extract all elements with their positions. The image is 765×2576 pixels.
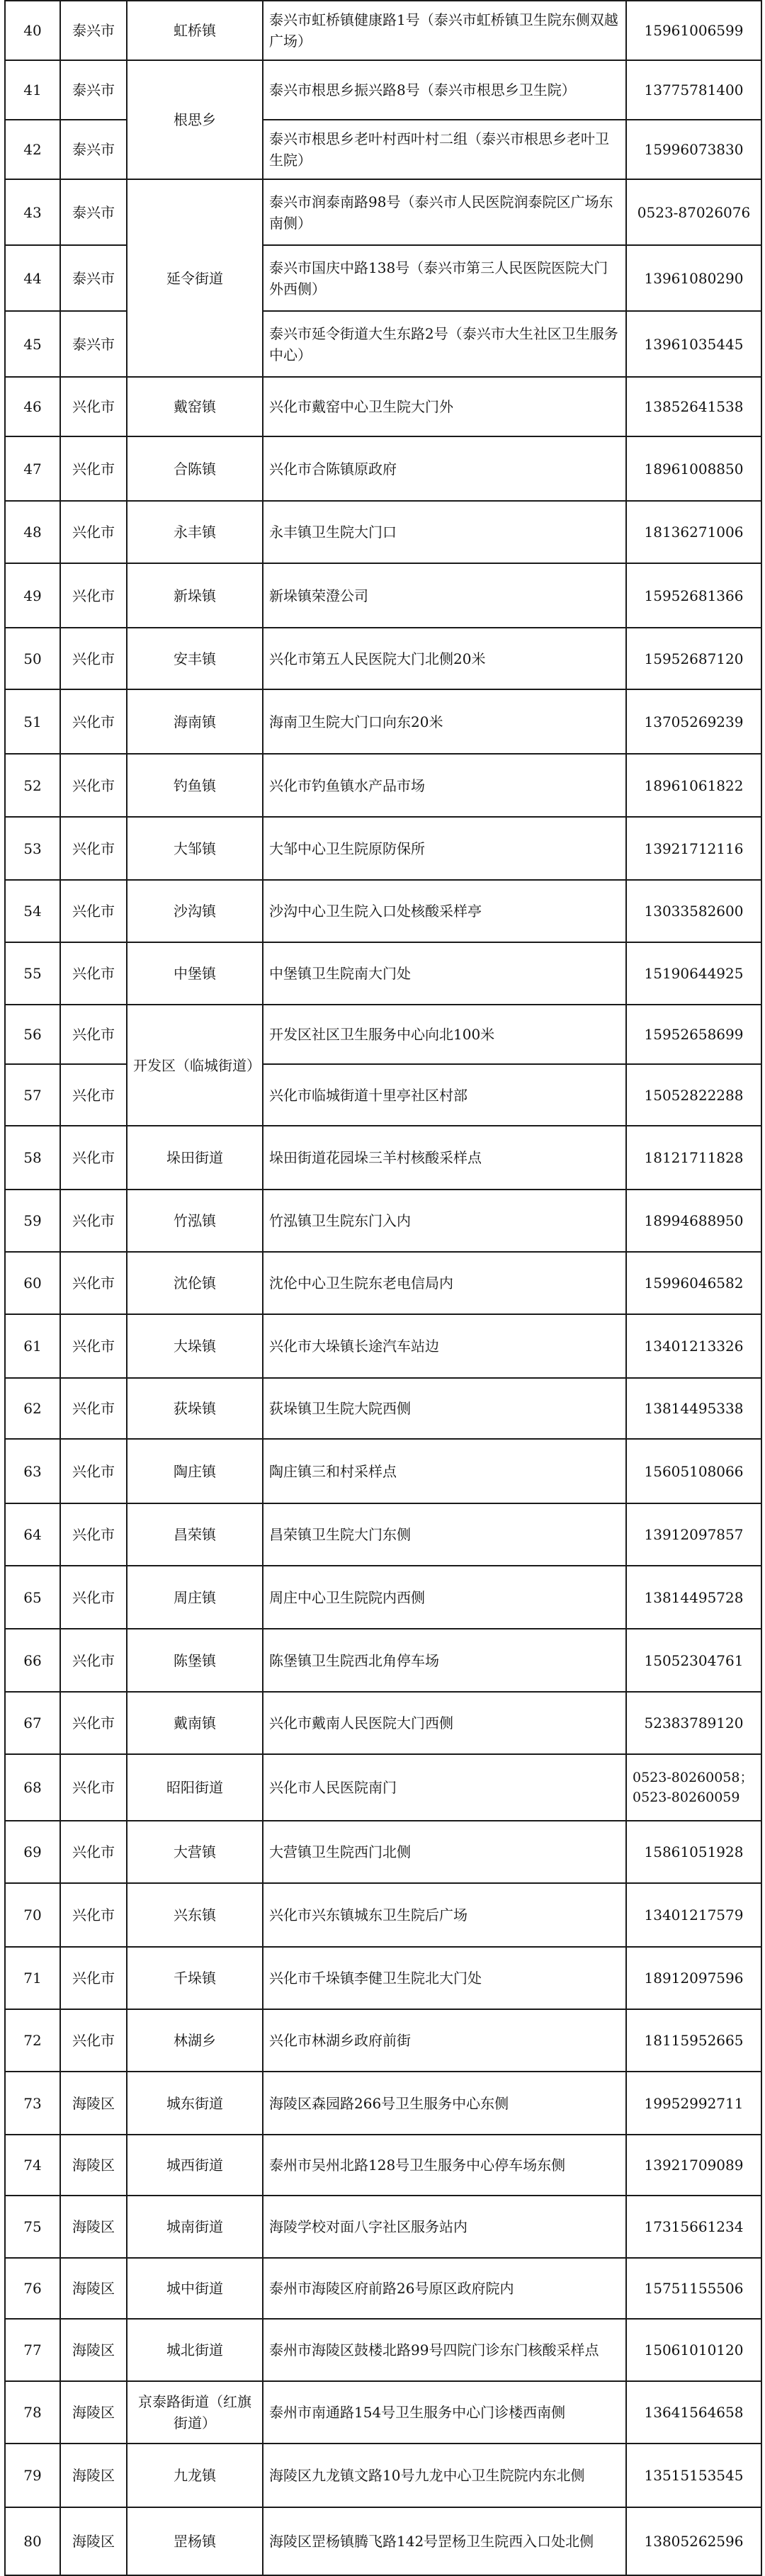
phone-cell: 18961008850 [626,436,761,501]
phone-cell: 15751155506 [626,2258,761,2319]
row-number-cell: 75 [5,2196,60,2258]
city-cell: 兴化市 [60,880,127,942]
address-cell: 沙沟中心卫生院入口处核酸采样亭 [263,880,626,942]
row-number-cell: 50 [5,628,60,689]
city-cell: 兴化市 [60,377,127,436]
phone-cell: 18994688950 [626,1190,761,1252]
row-number-cell: 74 [5,2135,60,2196]
town-cell: 安丰镇 [127,628,263,689]
row-number-cell: 71 [5,1947,60,2009]
address-cell: 泰兴市虹桥镇健康路1号（泰兴市虹桥镇卫生院东侧双越广场） [263,1,626,60]
row-number-cell: 49 [5,563,60,628]
table-row [5,1190,761,1252]
city-cell: 海陵区 [60,2196,127,2258]
table-row [5,2381,761,2444]
table-row [5,1883,761,1947]
address-cell: 沈伦中心卫生院东老电信局内 [263,1252,626,1314]
town-cell: 昭阳街道 [127,1754,263,1821]
table-row [5,2258,761,2319]
table-row [5,1439,761,1503]
row-number-cell: 66 [5,1629,60,1692]
town-cell: 陈堡镇 [127,1629,263,1692]
city-cell: 泰兴市 [60,1,127,60]
phone-cell: 17315661234 [626,2196,761,2258]
address-cell: 竹泓镇卫生院东门入内 [263,1190,626,1252]
table-row [5,501,761,563]
table-row [5,754,761,817]
phone-cell: 13814495728 [626,1566,761,1629]
phone-cell: 15952658699 [626,1005,761,1064]
city-cell: 泰兴市 [60,60,127,120]
table-row [5,2507,761,2575]
town-cell: 永丰镇 [127,501,263,563]
row-number-cell: 72 [5,2009,60,2072]
city-cell: 兴化市 [60,436,127,501]
town-cell: 林湖乡 [127,2009,263,2072]
city-cell: 兴化市 [60,689,127,754]
address-cell: 海陵学校对面八字社区服务站内 [263,2196,626,2258]
table-row [5,1252,761,1314]
address-cell: 兴化市兴东镇城东卫生院后广场 [263,1883,626,1947]
town-cell: 钓鱼镇 [127,754,263,817]
address-cell: 垛田街道花园垛三羊村核酸采样点 [263,1126,626,1190]
town-cell: 沈伦镇 [127,1252,263,1314]
town-cell: 荻垛镇 [127,1378,263,1439]
row-number-cell: 65 [5,1566,60,1629]
phone-cell: 13921709089 [626,2135,761,2196]
phone-cell: 13401217579 [626,1883,761,1947]
city-cell: 兴化市 [60,1692,127,1754]
row-number-cell: 45 [5,311,60,377]
city-cell: 泰兴市 [60,179,127,245]
town-cell: 罡杨镇 [127,2507,263,2575]
town-cell: 海南镇 [127,689,263,754]
table-row [5,628,761,689]
city-cell: 兴化市 [60,501,127,563]
city-cell: 兴化市 [60,817,127,880]
town-cell: 城北街道 [127,2319,263,2381]
town-cell: 昌荣镇 [127,1503,263,1566]
row-number-cell: 52 [5,754,60,817]
city-cell: 泰兴市 [60,120,127,179]
address-cell: 周庄中心卫生院院内西侧 [263,1566,626,1629]
row-number-cell: 78 [5,2381,60,2444]
phone-cell: 15952687120 [626,628,761,689]
phone-cell: 13705269239 [626,689,761,754]
phone-cell: 18115952665 [626,2009,761,2072]
phone-cell: 15605108066 [626,1439,761,1503]
row-number-cell: 58 [5,1126,60,1190]
phone-cell: 18961061822 [626,754,761,817]
table-body [5,1,761,2575]
row-number-cell: 55 [5,942,60,1005]
phone-cell: 15190644925 [626,942,761,1005]
address-cell: 泰州市吴州北路128号卫生服务中心停车场东侧 [263,2135,626,2196]
city-cell: 海陵区 [60,2319,127,2381]
row-number-cell: 56 [5,1005,60,1064]
row-number-cell: 76 [5,2258,60,2319]
table-row [5,1314,761,1378]
table-row [5,1,761,60]
address-cell: 泰兴市根思乡老叶村西叶村二组（泰兴市根思乡老叶卫生院） [263,120,626,179]
phone-cell: 18912097596 [626,1947,761,2009]
address-cell: 泰州市海陵区鼓楼北路99号四院门诊东门核酸采样点 [263,2319,626,2381]
city-cell: 兴化市 [60,628,127,689]
table-row [5,880,761,942]
city-cell: 兴化市 [60,1947,127,2009]
row-number-cell: 73 [5,2072,60,2135]
address-cell: 泰兴市根思乡振兴路8号（泰兴市根思乡卫生院） [263,60,626,120]
row-number-cell: 70 [5,1883,60,1947]
row-number-cell: 41 [5,60,60,120]
row-number-cell: 42 [5,120,60,179]
address-cell: 兴化市戴南人民医院大门西侧 [263,1692,626,1754]
phone-cell: 13775781400 [626,60,761,120]
table-row [5,179,761,245]
town-cell: 大营镇 [127,1821,263,1883]
town-cell: 周庄镇 [127,1566,263,1629]
table-row [5,1005,761,1064]
city-cell: 兴化市 [60,1314,127,1378]
table-row [5,563,761,628]
town-cell: 戴窑镇 [127,377,263,436]
address-cell: 陈堡镇卫生院西北角停车场 [263,1629,626,1692]
row-number-cell: 77 [5,2319,60,2381]
town-cell: 兴东镇 [127,1883,263,1947]
town-cell: 大邹镇 [127,817,263,880]
town-cell: 陶庄镇 [127,1439,263,1503]
city-cell: 兴化市 [60,754,127,817]
address-cell: 海陵区森园路266号卫生服务中心东侧 [263,2072,626,2135]
row-number-cell: 61 [5,1314,60,1378]
row-number-cell: 59 [5,1190,60,1252]
city-cell: 兴化市 [60,2009,127,2072]
table-row [5,60,761,120]
city-cell: 泰兴市 [60,245,127,311]
city-cell: 泰兴市 [60,311,127,377]
town-cell: 中堡镇 [127,942,263,1005]
row-number-cell: 63 [5,1439,60,1503]
row-number-cell: 44 [5,245,60,311]
address-cell: 永丰镇卫生院大门口 [263,501,626,563]
town-cell: 竹泓镇 [127,1190,263,1252]
row-number-cell: 67 [5,1692,60,1754]
city-cell: 兴化市 [60,1883,127,1947]
phone-cell: 13912097857 [626,1503,761,1566]
table-row [5,2135,761,2196]
town-cell: 城中街道 [127,2258,263,2319]
city-cell: 兴化市 [60,1005,127,1064]
address-cell: 兴化市钓鱼镇水产品市场 [263,754,626,817]
phone-cell: 15052304761 [626,1629,761,1692]
address-cell: 陶庄镇三和村采样点 [263,1439,626,1503]
phone-cell: 15952681366 [626,563,761,628]
row-number-cell: 48 [5,501,60,563]
city-cell: 海陵区 [60,2381,127,2444]
phone-cell: 18136271006 [626,501,761,563]
table-row [5,436,761,501]
address-cell: 新垛镇荣澄公司 [263,563,626,628]
table-row [5,1064,761,1126]
phone-cell: 15961006599 [626,1,761,60]
row-number-cell: 68 [5,1754,60,1821]
table-row [5,689,761,754]
address-cell: 泰州市南通路154号卫生服务中心门诊楼西南侧 [263,2381,626,2444]
phone-cell: 52383789120 [626,1692,761,1754]
address-cell: 兴化市千垛镇李健卫生院北大门处 [263,1947,626,2009]
row-number-cell: 47 [5,436,60,501]
town-cell: 戴南镇 [127,1692,263,1754]
town-cell: 千垛镇 [127,1947,263,2009]
phone-cell: 13401213326 [626,1314,761,1378]
table-row [5,1821,761,1883]
town-cell: 沙沟镇 [127,880,263,942]
table-row [5,2072,761,2135]
address-cell: 泰兴市国庆中路138号（泰兴市第三人民医院医院大门外西侧） [263,245,626,311]
table-row [5,245,761,311]
phone-cell: 13641564658 [626,2381,761,2444]
city-cell: 海陵区 [60,2444,127,2507]
town-cell: 九龙镇 [127,2444,263,2507]
table-row [5,1692,761,1754]
phone-cell: 13852641538 [626,377,761,436]
town-cell: 京泰路街道（红旗街道） [127,2381,263,2444]
address-cell: 海陵区罡杨镇腾飞路142号罡杨卫生院西入口处北侧 [263,2507,626,2575]
row-number-cell: 80 [5,2507,60,2575]
row-number-cell: 57 [5,1064,60,1126]
address-cell: 荻垛镇卫生院大院西侧 [263,1378,626,1439]
table-row [5,1566,761,1629]
city-cell: 兴化市 [60,1378,127,1439]
table-row [5,1629,761,1692]
address-cell: 海陵区九龙镇文路10号九龙中心卫生院院内东北侧 [263,2444,626,2507]
table-row [5,2009,761,2072]
phone-cell: 19952992711 [626,2072,761,2135]
table-row [5,817,761,880]
city-cell: 兴化市 [60,1821,127,1883]
phone-cell: 13961035445 [626,311,761,377]
phone-cell: 15861051928 [626,1821,761,1883]
testing-site-table [4,0,762,2576]
table-row [5,311,761,377]
phone-cell: 13921712116 [626,817,761,880]
city-cell: 海陵区 [60,2135,127,2196]
town-cell: 虹桥镇 [127,1,263,60]
table-row [5,120,761,179]
city-cell: 兴化市 [60,1190,127,1252]
table-row [5,942,761,1005]
phone-cell: 18121711828 [626,1126,761,1190]
town-cell: 根思乡 [127,60,263,179]
address-cell: 兴化市合陈镇原政府 [263,436,626,501]
table-row [5,1126,761,1190]
city-cell: 兴化市 [60,1503,127,1566]
city-cell: 兴化市 [60,1439,127,1503]
row-number-cell: 54 [5,880,60,942]
city-cell: 兴化市 [60,1252,127,1314]
address-cell: 昌荣镇卫生院大门东侧 [263,1503,626,1566]
address-cell: 兴化市临城街道十里亭社区村部 [263,1064,626,1126]
table-row [5,377,761,436]
address-cell: 海南卫生院大门口向东20米 [263,689,626,754]
town-cell: 城南街道 [127,2196,263,2258]
row-number-cell: 60 [5,1252,60,1314]
phone-cell: 13805262596 [626,2507,761,2575]
city-cell: 兴化市 [60,1629,127,1692]
phone-cell: 15052822288 [626,1064,761,1126]
table-row [5,1754,761,1821]
row-number-cell: 51 [5,689,60,754]
table-row [5,2319,761,2381]
town-cell: 城东街道 [127,2072,263,2135]
phone-cell: 13033582600 [626,880,761,942]
table-row [5,2444,761,2507]
city-cell: 兴化市 [60,1754,127,1821]
city-cell: 兴化市 [60,1064,127,1126]
address-cell: 兴化市戴窑中心卫生院大门外 [263,377,626,436]
row-number-cell: 40 [5,1,60,60]
address-cell: 大营镇卫生院西门北侧 [263,1821,626,1883]
address-cell: 中堡镇卫生院南大门处 [263,942,626,1005]
row-number-cell: 64 [5,1503,60,1566]
row-number-cell: 79 [5,2444,60,2507]
address-cell: 泰兴市润泰南路98号（泰兴市人民医院润泰院区广场东南侧） [263,179,626,245]
city-cell: 兴化市 [60,942,127,1005]
address-cell: 兴化市第五人民医院大门北侧20米 [263,628,626,689]
address-cell: 兴化市人民医院南门 [263,1754,626,1821]
town-cell: 大垛镇 [127,1314,263,1378]
phone-cell: 15996073830 [626,120,761,179]
address-cell: 泰州市海陵区府前路26号原区政府院内 [263,2258,626,2319]
city-cell: 海陵区 [60,2507,127,2575]
row-number-cell: 69 [5,1821,60,1883]
city-cell: 兴化市 [60,1126,127,1190]
phone-cell: 13814495338 [626,1378,761,1439]
phone-cell: 13961080290 [626,245,761,311]
town-cell: 开发区（临城街道） [127,1005,263,1126]
city-cell: 兴化市 [60,1566,127,1629]
address-cell: 大邹中心卫生院原防保所 [263,817,626,880]
row-number-cell: 46 [5,377,60,436]
row-number-cell: 53 [5,817,60,880]
address-cell: 兴化市林湖乡政府前街 [263,2009,626,2072]
town-cell: 垛田街道 [127,1126,263,1190]
town-cell: 延令街道 [127,179,263,377]
city-cell: 海陵区 [60,2258,127,2319]
town-cell: 新垛镇 [127,563,263,628]
table-row [5,1503,761,1566]
city-cell: 兴化市 [60,563,127,628]
table-row [5,1378,761,1439]
address-cell: 兴化市大垛镇长途汽车站边 [263,1314,626,1378]
row-number-cell: 43 [5,179,60,245]
town-cell: 城西街道 [127,2135,263,2196]
row-number-cell: 62 [5,1378,60,1439]
address-cell: 泰兴市延令街道大生东路2号（泰兴市大生社区卫生服务中心） [263,311,626,377]
city-cell: 海陵区 [60,2072,127,2135]
town-cell: 合陈镇 [127,436,263,501]
phone-cell: 15996046582 [626,1252,761,1314]
phone-cell: 15061010120 [626,2319,761,2381]
phone-cell: 0523-80260058；0523-80260059 [626,1754,761,1821]
phone-cell: 13515153545 [626,2444,761,2507]
table-row [5,1947,761,2009]
address-cell: 开发区社区卫生服务中心向北100米 [263,1005,626,1064]
table-row [5,2196,761,2258]
phone-cell: 0523-87026076 [626,179,761,245]
